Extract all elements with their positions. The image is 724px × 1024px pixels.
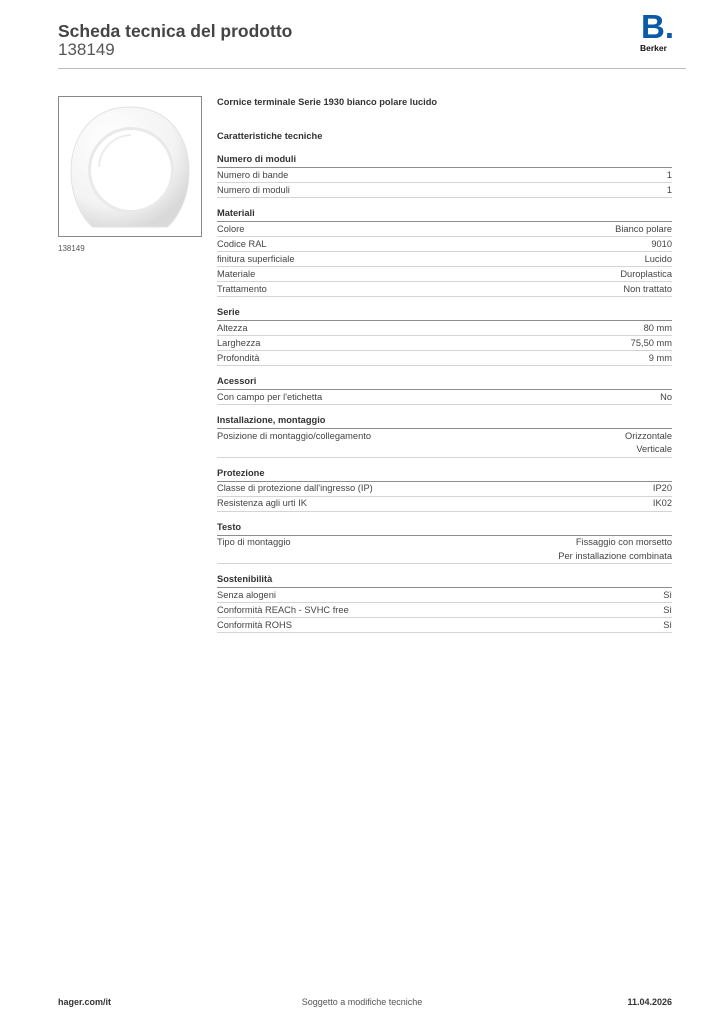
page-title: Scheda tecnica del prodotto bbox=[58, 21, 293, 41]
spec-label: Numero di moduli bbox=[217, 184, 290, 195]
spec-value: Non trattato bbox=[623, 283, 672, 294]
logo-text: Berker bbox=[640, 43, 667, 53]
spec-value: Lucido bbox=[644, 253, 672, 264]
spec-label: Posizione di montaggio/collegamento bbox=[217, 430, 372, 441]
spec-row bbox=[217, 482, 672, 497]
spec-label: Codice RAL bbox=[217, 238, 267, 249]
spec-value: Bianco polare bbox=[615, 223, 672, 234]
section-title: Protezione bbox=[217, 467, 672, 482]
berker-logo bbox=[639, 8, 675, 56]
spec-label: Colore bbox=[217, 223, 245, 234]
spec-label: Tipo di montaggio bbox=[217, 537, 291, 547]
spec-section bbox=[217, 375, 672, 405]
section-title: Materiali bbox=[217, 207, 672, 222]
spec-label: Resistenza agli urti IK bbox=[217, 498, 307, 508]
section-title: Acessori bbox=[217, 375, 672, 390]
spec-section bbox=[217, 521, 672, 565]
spec-value: 80 mm bbox=[643, 322, 672, 333]
spec-label: Con campo per l'etichetta bbox=[217, 391, 323, 402]
spec-sections bbox=[217, 153, 672, 633]
spec-section bbox=[217, 573, 672, 633]
spec-section bbox=[217, 207, 672, 297]
spec-row bbox=[217, 336, 672, 351]
spec-section bbox=[217, 153, 672, 198]
spec-label: Trattamento bbox=[217, 283, 267, 294]
spec-label: Altezza bbox=[217, 322, 248, 333]
product-name: Cornice terminale Serie 1930 bianco polare lucido bbox=[217, 97, 438, 107]
spec-label: Classe di protezione dall'ingresso (IP) bbox=[217, 483, 373, 493]
spec-label: Conformità ROHS bbox=[217, 619, 292, 630]
section-title: Installazione, montaggio bbox=[217, 414, 672, 429]
spec-label: Materiale bbox=[217, 268, 256, 279]
footer-notice: Soggetto a modifiche tecniche bbox=[301, 997, 423, 1007]
spec-row bbox=[217, 429, 672, 458]
spec-value: Orizzontale Verticale bbox=[624, 430, 672, 454]
spec-row bbox=[217, 252, 672, 267]
header-divider bbox=[58, 68, 686, 69]
spec-value: Fissaggio con morsetto Per installazione combinata bbox=[558, 537, 672, 561]
spec-section bbox=[217, 467, 672, 512]
section-title: Serie bbox=[217, 306, 672, 321]
spec-row bbox=[217, 321, 672, 336]
spec-row bbox=[217, 588, 672, 603]
spec-row bbox=[217, 390, 672, 405]
spec-label: Numero di bande bbox=[217, 169, 289, 180]
spec-value: 1 bbox=[666, 184, 672, 195]
spec-row bbox=[217, 282, 672, 297]
spec-row bbox=[217, 351, 672, 366]
spec-value: No bbox=[660, 391, 672, 402]
white-round-frame-icon bbox=[59, 97, 201, 236]
spec-value: Sì bbox=[663, 604, 672, 615]
spec-label: Profondità bbox=[217, 352, 260, 363]
features-title: Caratteristiche tecniche bbox=[217, 131, 323, 141]
spec-row bbox=[217, 536, 672, 565]
footer-date: 11.04.2026 bbox=[627, 997, 672, 1007]
section-title: Sostenibilità bbox=[217, 573, 672, 588]
spec-row bbox=[217, 183, 672, 198]
spec-row bbox=[217, 237, 672, 252]
spec-value: 9010 bbox=[651, 238, 672, 249]
spec-value: 9 mm bbox=[648, 352, 672, 363]
spec-row bbox=[217, 618, 672, 633]
spec-value: Duroplastica bbox=[620, 268, 672, 279]
image-caption: 138149 bbox=[58, 244, 85, 253]
spec-value: Sì bbox=[663, 589, 672, 600]
spec-row bbox=[217, 267, 672, 282]
footer-website: hager.com/it bbox=[58, 997, 112, 1007]
spec-label: finitura superficiale bbox=[217, 253, 295, 264]
spec-section bbox=[217, 306, 672, 366]
spec-value: 1 bbox=[666, 169, 672, 180]
spec-label: Conformità REACh - SVHC free bbox=[217, 604, 349, 615]
spec-value: 75,50 mm bbox=[630, 337, 672, 348]
section-title: Numero di moduli bbox=[217, 153, 672, 168]
product-code: 138149 bbox=[58, 40, 115, 59]
spec-value: Sì bbox=[663, 619, 672, 630]
product-image bbox=[58, 96, 202, 237]
spec-section bbox=[217, 414, 672, 458]
spec-content bbox=[217, 95, 672, 642]
spec-row bbox=[217, 603, 672, 618]
logo-letter: B. bbox=[641, 8, 674, 45]
spec-row bbox=[217, 497, 672, 512]
spec-row bbox=[217, 168, 672, 183]
spec-value: IK02 bbox=[652, 498, 672, 508]
spec-label: Senza alogeni bbox=[217, 589, 276, 600]
spec-row bbox=[217, 222, 672, 237]
spec-label: Larghezza bbox=[217, 337, 261, 348]
section-title: Testo bbox=[217, 521, 672, 536]
spec-value: IP20 bbox=[652, 483, 672, 493]
